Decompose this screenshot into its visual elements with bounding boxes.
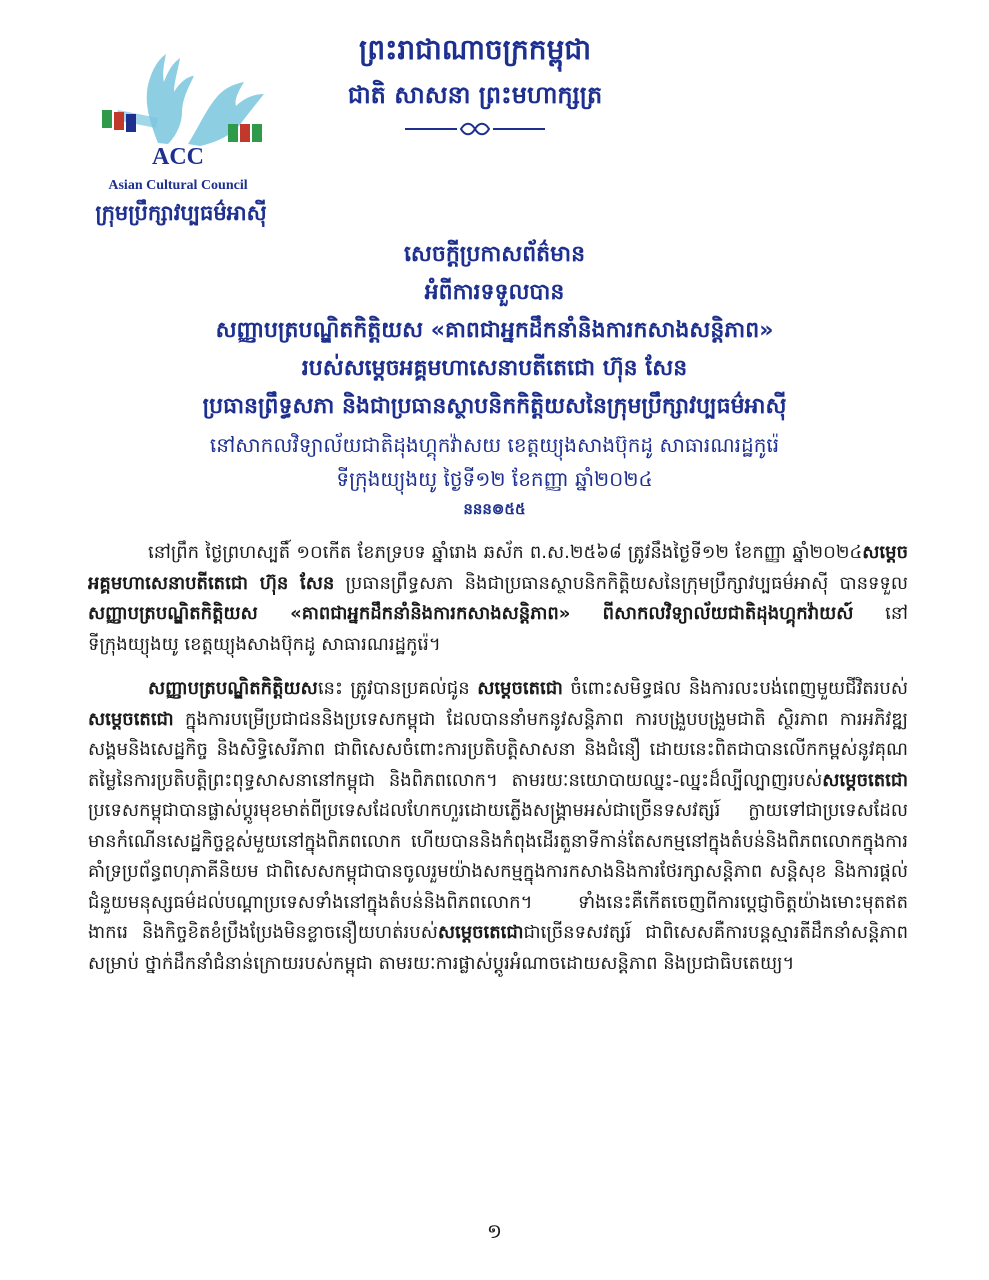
acc-logo: [78, 48, 298, 238]
title-subject: អំពីការទទួលបាន: [424, 280, 565, 305]
title-venue: នៅសាកលវិទ្យាល័យជាតិដុងហ្គុកវ៉ាសយ ខេត្តយ្យុងសាងប៊ុកដូ សាធារណរដ្ឋកូរ៉េ: [209, 433, 780, 457]
dancing-hands-logo-icon: [88, 48, 278, 148]
kingdom-title: ព្រះរាជាណាចក្រកម្ពុជា: [358, 33, 591, 66]
national-motto: ជាតិ សាសនា ព្រះមហាក្សត្រ: [347, 81, 603, 109]
title-recipient: របស់សម្តេចអគ្គមហាសេនាបតីតេជោ ហ៊ុន សែន: [301, 356, 688, 381]
paragraph-1: នៅព្រឹក ថ្ងៃព្រហស្បតិ៍ ១០កើត ខែភទ្របទ ឆ្នាំរោង ឆស័ក ព.ស.២៥៦៨ ត្រូវនឹងថ្ងៃទី១២ ខែកញ្ញា ឆ្នាំ២០២៤សម្តេចអគ្គមហាសេនាបតីតេជោ ហ៊ុន សែន ប្រធានព្រឹទ្ធសភា និងជាប្រធានស្ថាបនិកកិត្តិយសនៃក្រុមប្រឹក្សាវប្បធម៌អាស៊ី បានទទួល សញ្ញាបត្របណ្ឌិតកិត្តិយស «គាពជាអ្នកដឹកនាំនិងការកសាងសន្តិភាព» ពីសាកលវិទ្យាល័យជាតិដុងហ្គុកវ៉ាយស៍ នៅទីក្រុងយ្យុងយូ ខេត្តយ្យុងសាងប៊ុកដូ សាធារណរដ្ឋកូរ៉េ។: [88, 542, 908, 655]
title-degree: សញ្ញាបត្របណ្ឌិតកិត្តិយស «គាពជាអ្នកដឹកនាំនិងការកសាងសន្តិភាព»: [215, 318, 774, 343]
divider-ornament-icon: [405, 122, 545, 136]
press-release-title: សេចក្តីប្រកាសព័ត៌មាន: [403, 242, 586, 267]
logo-name-kh: ក្រុមប្រឹក្សាវប្បធម៌អាស៊ី: [95, 201, 267, 225]
logo-acronym: ACC: [152, 144, 204, 170]
logo-name-en: Asian Cultural Council: [108, 178, 248, 193]
title-position: ប្រធានព្រឹទ្ធសភា និងជាប្រធានស្ថាបនិកកិត្តិយសនៃក្រុមប្រឹក្សាវប្បធម៌អាស៊ី: [202, 394, 787, 419]
page-number: ១: [486, 1219, 503, 1243]
title-ornament-text: ននន៙៥៥: [463, 500, 526, 518]
body-text: [88, 538, 908, 979]
title-date: ទីក្រុងយ្យុងយូ ថ្ងៃទី១២ ខែកញ្ញា ឆ្នាំ២០២៤: [336, 467, 653, 491]
paragraph-2: សញ្ញាបត្របណ្ឌិតកិត្តិយសនេះ ត្រូវបានប្រគល់ជូន សម្តេចតេជោ ចំពោះសមិទ្ធផល និងការលះបង់ពេញមួយជីវិតរបស់សម្តេចតេជោ ក្នុងការបម្រើប្រជាជននិងប្រទេសកម្ពុជា ដែលបាននាំមកនូវសន្តិភាព ការបង្រួបបង្រួមជាតិ ស្ថិរភាព ការអភិវឌ្ឍសង្គមនិងសេដ្ឋកិច្ច និងសិទ្ធិសេរីភាព ជាពិសេសចំពោះការប្រតិបត្តិសាសនា និងជំនឿ ដោយនេះពិតជាបានលើកកម្ពស់នូវគុណតម្លៃនៃការប្រតិបត្តិព្រះពុទ្ធសាសនានៅកម្ពុជា និងពិភពលោក។ តាមរយៈនយោបាយឈ្នះ-ឈ្នះដ៏ល្បីល្បាញរបស់សម្តេចតេជោ ប្រទេសកម្ពុជាបានផ្លាស់ប្តូរមុខមាត់ពីប្រទេសដែលហែកហួរដោយភ្លើងសង្គ្រាមអស់ជាច្រើនទសវត្សរ៍ ក្លាយទៅជាប្រទេសដែលមានកំណើនសេដ្ឋកិច្ចខ្ពស់មួយនៅក្នុងពិភពលោក ហើយបាននិងកំពុងដើរតួនាទីកាន់តែសកម្មនៅក្នុងតំបន់និងពិភពលោកក្នុងការគាំទ្រប្រព័ន្ធពហុភាគីនិយម ជាពិសេសកម្ពុជាបានចូលរួមយ៉ាងសកម្មក្នុងការកសាងនិងការថែរក្សាសន្តិភាព សន្តិសុខ និងការផ្តល់ជំនួយមនុស្សធម៌ដល់បណ្តាប្រទេសទាំងនៅក្នុងតំបន់និងពិភពលោក។ ទាំងនេះគឺកើតចេញពីការប្តេជ្ញាចិត្តយ៉ាងមោះមុតឥតងាករេ និងកិច្ចខិតខំប្រឹងប្រែងមិនខ្លាចនឿយហត់របស់សម្តេចតេជោជាច្រើនទសវត្សរ៍ ជាពិសេសគឺការបន្តស្មារតីដឹកនាំសន្តិភាពសម្រាប់ ថ្នាក់ដឹកនាំជំនាន់ក្រោយរបស់កម្ពុជា តាមរយៈការផ្លាស់ប្តូរអំណាចដោយសន្តិភាព និងប្រជាធិបតេយ្យ។: [88, 678, 909, 974]
